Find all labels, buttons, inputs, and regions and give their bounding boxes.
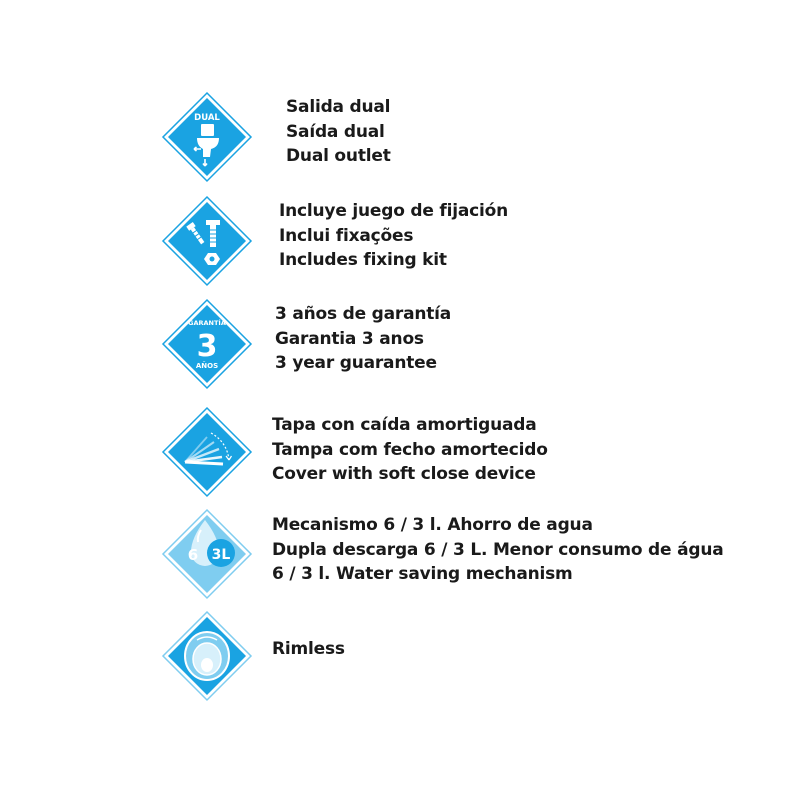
feature-text-en: Dual outlet (286, 146, 391, 166)
feature-text-en: Includes fixing kit (279, 250, 447, 270)
fixing-kit-icon (161, 195, 253, 287)
water-6-label: 6 (187, 546, 199, 564)
feature-text-es: Incluye juego de fijación (279, 201, 509, 221)
feature-text-pt: Dupla descarga 6 / 3 L. Menor consumo de água (272, 539, 724, 560)
water-saving-icon (161, 508, 253, 600)
feature-text-pt: Tampa com fecho amortecido (272, 439, 548, 460)
feature-text-en: 6 / 3 l. Water saving mechanism (272, 564, 573, 584)
dual-outlet-icon (161, 91, 253, 183)
guarantee-top-label: GARANTÍA (188, 319, 226, 327)
feature-text-es: Salida dual (286, 97, 391, 117)
dual-label: DUAL (194, 113, 220, 123)
soft-close-icon (161, 406, 253, 498)
feature-text-pt: Garantia 3 anos (275, 328, 424, 349)
feature-text-es: 3 años de garantía (275, 304, 452, 324)
guarantee-bottom-label: AÑOS (195, 362, 219, 370)
feature-text-en: Rimless (272, 639, 345, 659)
feature-text-pt: Inclui fixações (279, 225, 414, 246)
feature-text-en: Cover with soft close device (272, 464, 536, 484)
feature-text-pt: Saída dual (286, 121, 385, 142)
feature-text-en: 3 year guarantee (275, 353, 437, 373)
water-3l-label: 3L (211, 547, 231, 563)
rimless-icon (161, 610, 253, 702)
feature-text-es: Tapa con caída amortiguada (272, 415, 537, 435)
feature-text-es: Mecanismo 6 / 3 l. Ahorro de agua (272, 515, 593, 535)
guarantee-icon (161, 298, 253, 390)
guarantee-number: 3 (196, 329, 218, 364)
